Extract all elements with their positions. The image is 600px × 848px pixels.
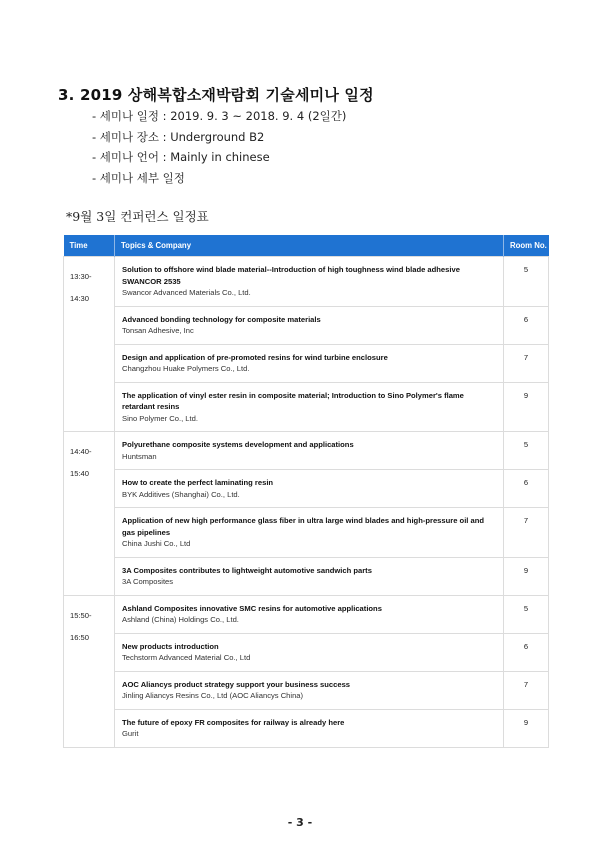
table-row (64, 344, 549, 382)
session-title: Design and application of pre-promoted resins for wind turbine enclosure (122, 352, 388, 362)
table-row (64, 633, 549, 671)
topic-cell (115, 306, 504, 344)
session-company: 3A Composites (122, 577, 174, 586)
table-row (64, 432, 549, 470)
table-row (64, 508, 549, 558)
room-number: 7 (504, 344, 549, 382)
time-end: 15:40 (70, 469, 90, 478)
time-slot-cell (64, 257, 115, 432)
topic-cell (115, 595, 504, 633)
room-number: 7 (504, 671, 549, 709)
conference-schedule-table (63, 235, 549, 748)
room-number: 9 (504, 557, 549, 595)
section-heading: 3. 2019 상해복합소재박람회 기술세미나 일정 (58, 86, 374, 104)
time-slot-cell (64, 432, 115, 596)
room-number: 6 (504, 306, 549, 344)
topic-cell (115, 633, 504, 671)
seminar-info-list (92, 106, 346, 188)
page-number: - 3 - (287, 816, 313, 829)
topic-cell (115, 709, 504, 747)
seminar-dates: - 세미나 일정 : 2019. 9. 3 ~ 2018. 9. 4 (2일간) (92, 109, 347, 123)
room-number: 5 (504, 595, 549, 633)
session-title: 3A Composites contributes to lightweight automotive sandwich parts (122, 565, 372, 575)
session-company: Huntsman (122, 451, 157, 461)
session-company: BYK Additives (Shanghai) Co., Ltd. (122, 489, 240, 499)
session-company: Swancor Advanced Materials Co., Ltd. (122, 288, 251, 297)
session-title: The application of vinyl ester resin in composite material; Introduction to Sino Polymer's flame retardant resins (122, 390, 464, 411)
topic-cell (115, 671, 504, 709)
time-start: 15:50- (70, 610, 92, 620)
session-title: Ashland Composites innovative SMC resins for automotive applications (122, 603, 382, 613)
room-number: 9 (504, 709, 549, 747)
table-row (64, 257, 549, 307)
session-company: Ashland (China) Holdings Co., Ltd. (122, 615, 239, 624)
session-company: Changzhou Huake Polymers Co., Ltd. (122, 364, 250, 373)
topic-cell (115, 382, 504, 432)
session-title: Solution to offshore wind blade material--Introduction of high toughness wind blade adhesive SWANCOR 2535 (122, 265, 460, 286)
session-title: Advanced bonding technology for composite materials (122, 314, 321, 324)
conference-schedule-subtitle: *9월 3일 컨퍼런스 일정표 (66, 209, 209, 224)
table-header-row (64, 235, 549, 257)
session-company: Techstorm Advanced Material Co., Ltd (122, 653, 251, 662)
column-header-room: Room No. (504, 235, 549, 257)
session-company: Tonsan Adhesive, Inc (122, 326, 194, 335)
topic-cell (115, 557, 504, 595)
topic-cell (115, 508, 504, 558)
room-number: 9 (504, 382, 549, 432)
table-row (64, 595, 549, 633)
time-end: 14:30 (70, 294, 90, 303)
room-number: 7 (504, 508, 549, 558)
session-title: How to create the perfect laminating resin (122, 478, 274, 487)
session-title: New products introduction (122, 641, 219, 651)
table-row (64, 557, 549, 595)
room-number: 5 (504, 432, 549, 470)
seminar-location: - 세미나 장소 : Underground B2 (92, 129, 265, 144)
table-row (64, 306, 549, 344)
topic-cell (115, 257, 504, 307)
table-row (64, 709, 549, 747)
seminar-language: - 세미나 언어 : Mainly in chinese (92, 150, 270, 164)
session-title: AOC Aliancys product strategy support your business success (122, 679, 351, 689)
session-title: Application of new high performance glass fiber in ultra large wind blades and high-pressure oil and gas pipelines (122, 516, 485, 537)
time-start: 13:30- (70, 272, 92, 281)
session-title: Polyurethane composite systems development and applications (122, 440, 354, 449)
column-header-topics: Topics & Company (115, 235, 504, 257)
seminar-detail-schedule: - 세미나 세부 일정 (92, 170, 185, 185)
time-slot-cell (64, 595, 115, 747)
table-row (64, 470, 549, 508)
room-number: 6 (504, 633, 549, 671)
time-end: 16:50 (70, 632, 90, 642)
session-company: Jinling Aliancys Resins Co., Ltd (AOC Aliancys China) (122, 691, 304, 700)
column-header-time: Time (64, 235, 115, 257)
topic-cell (115, 470, 504, 508)
session-company: China Jushi Co., Ltd (122, 539, 191, 548)
room-number: 6 (504, 470, 549, 508)
topic-cell (115, 432, 504, 470)
session-title: The future of epoxy FR composites for railway is already here (122, 717, 345, 727)
topic-cell (115, 344, 504, 382)
table-row (64, 671, 549, 709)
session-company: Gurit (122, 729, 139, 738)
time-start: 14:40- (70, 447, 92, 456)
session-company: Sino Polymer Co., Ltd. (122, 413, 198, 423)
room-number: 5 (504, 257, 549, 307)
table-row (64, 382, 549, 432)
